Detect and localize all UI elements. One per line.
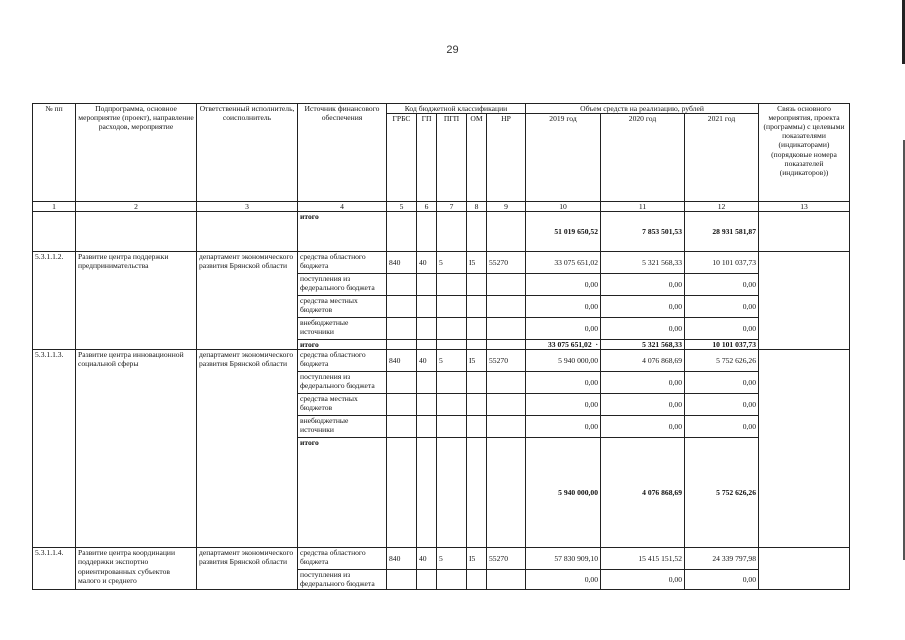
value-2019: 33 075 651,02 (526, 252, 601, 274)
value-2019: 5 940 000,00 (526, 350, 601, 372)
code-om: I5 (467, 548, 487, 570)
value-2021: 0,00 (685, 416, 759, 438)
header-program: Подпрограмма, основное мероприятие (проект), направление расходов, мероприятие (76, 104, 197, 202)
col-number: 12 (685, 202, 759, 212)
header-om: ОМ (467, 114, 487, 202)
header-grbs: ГРБС (387, 114, 417, 202)
row-name: Развитие центра инновационной социальной сферы (76, 350, 197, 548)
code-gp: 40 (417, 350, 437, 372)
total-2021: 5 752 626,26 (685, 438, 759, 548)
header-2020: 2020 год (601, 114, 685, 202)
code-pgp: 5 (437, 548, 467, 570)
value-2020: 0,00 (601, 394, 685, 416)
value-2021: 5 752 626,26 (685, 350, 759, 372)
value-2019: 57 830 909,10 (526, 548, 601, 570)
value-2021: 24 339 797,98 (685, 548, 759, 570)
code-pgp: 5 (437, 252, 467, 274)
col-number: 1 (33, 202, 76, 212)
total-2021: 10 101 037,73 (685, 340, 759, 350)
dot-mark: · (595, 340, 598, 350)
value-2020: 4 076 868,69 (601, 350, 685, 372)
code-nr: 55270 (487, 350, 526, 372)
page-number: 29 (446, 44, 459, 56)
total-label: итого (298, 212, 387, 252)
value-2019: 0,00 (526, 274, 601, 296)
total-2021: 28 931 581,87 (685, 212, 759, 252)
col-number: 6 (417, 202, 437, 212)
value-2020: 0,00 (601, 296, 685, 318)
row-executor: департамент экономического развития Брянской области (197, 350, 298, 548)
value-2020: 0,00 (601, 372, 685, 394)
value-2020: 0,00 (601, 318, 685, 340)
value-2019: 0,00 (526, 372, 601, 394)
table-row (33, 350, 850, 372)
source-local: средства местных бюджетов (298, 296, 387, 318)
value-2021: 10 101 037,73 (685, 252, 759, 274)
header-2021: 2021 год (685, 114, 759, 202)
table-row (33, 548, 850, 570)
source-federal: поступления из федерального бюджета (298, 372, 387, 394)
value-2020: 0,00 (601, 570, 685, 590)
header-pgp: ПГП (437, 114, 467, 202)
header-nr: НР (487, 114, 526, 202)
total-2020: 4 076 868,69 (601, 438, 685, 548)
source-local: средства местных бюджетов (298, 394, 387, 416)
code-gp: 40 (417, 548, 437, 570)
col-number: 8 (467, 202, 487, 212)
value-2021: 0,00 (685, 318, 759, 340)
value-2019: 0,00 (526, 296, 601, 318)
source-total: итого (298, 340, 387, 350)
value-2020: 0,00 (601, 274, 685, 296)
col-number: 3 (197, 202, 298, 212)
header-gp: ГП (417, 114, 437, 202)
code-pgp: 5 (437, 350, 467, 372)
col-number: 4 (298, 202, 387, 212)
value-2021: 0,00 (685, 372, 759, 394)
source-total: итого (298, 438, 387, 548)
col-number: 9 (487, 202, 526, 212)
value-2020: 5 321 568,33 (601, 252, 685, 274)
row-number: 5.3.1.1.3. (33, 350, 76, 548)
header-source: Источник финансового обеспечения (298, 104, 387, 202)
row-name: Развитие центра поддержки предпринимательства (76, 252, 197, 350)
total-2020: 5 321 568,33 (601, 340, 685, 350)
row-number: 5.3.1.1.2. (33, 252, 76, 350)
code-nr: 55270 (487, 548, 526, 570)
table-row (33, 212, 850, 252)
code-grbs: 840 (387, 548, 417, 570)
value-2019: 0,00 (526, 416, 601, 438)
col-number: 5 (387, 202, 417, 212)
source-regional: средства областного бюджета (298, 252, 387, 274)
header-executor: Ответственный исполнитель, соисполнитель (197, 104, 298, 202)
row-name: Развитие центра координации поддержки экспортно ориентированных субъектов малого и среднего (76, 548, 197, 590)
header-volume: Объем средств на реализацию, рублей (526, 104, 759, 114)
row-executor: департамент экономического развития Брянской области (197, 252, 298, 350)
col-number: 2 (76, 202, 197, 212)
value-2021: 0,00 (685, 570, 759, 590)
value-2020: 15 415 151,52 (601, 548, 685, 570)
value-2020: 0,00 (601, 416, 685, 438)
budget-table (32, 103, 850, 590)
code-grbs: 840 (387, 252, 417, 274)
table-row (33, 252, 850, 274)
header-2019: 2019 год (526, 114, 601, 202)
header-budget-code: Код бюджетной классификации (387, 104, 526, 114)
header-link: Связь основного мероприятия, проекта (программы) с целевыми показателями (индикаторами) (порядковые номера показателей (индикаторов)) (759, 104, 850, 202)
source-extra: внебюджетные источники (298, 416, 387, 438)
col-number: 10 (526, 202, 601, 212)
code-nr: 55270 (487, 252, 526, 274)
col-number: 11 (601, 202, 685, 212)
col-number: 7 (437, 202, 467, 212)
total-2019: 5 940 000,00 (526, 438, 601, 548)
value-2019: 0,00 (526, 570, 601, 590)
total-2020: 7 853 501,53 (601, 212, 685, 252)
value-2021: 0,00 (685, 296, 759, 318)
code-grbs: 840 (387, 350, 417, 372)
code-gp: 40 (417, 252, 437, 274)
source-extra: внебюджетные источники (298, 318, 387, 340)
source-federal: поступления из федерального бюджета (298, 570, 387, 590)
source-regional: средства областного бюджета (298, 350, 387, 372)
row-executor: департамент экономического развития Брянской области (197, 548, 298, 590)
value-2019: 0,00 (526, 394, 601, 416)
value-2019: 33 075 651,02 (547, 340, 592, 350)
value-2021: 0,00 (685, 394, 759, 416)
header-num: № пп (33, 104, 76, 202)
code-om: I5 (467, 252, 487, 274)
value-2019: 0,00 (526, 318, 601, 340)
total-2019 (526, 340, 601, 350)
source-regional: средства областного бюджета (298, 548, 387, 570)
value-2021: 0,00 (685, 274, 759, 296)
col-number: 13 (759, 202, 850, 212)
code-om: I5 (467, 350, 487, 372)
total-2019: 51 019 650,52 (526, 212, 601, 252)
source-federal: поступления из федерального бюджета (298, 274, 387, 296)
row-number: 5.3.1.1.4. (33, 548, 76, 590)
